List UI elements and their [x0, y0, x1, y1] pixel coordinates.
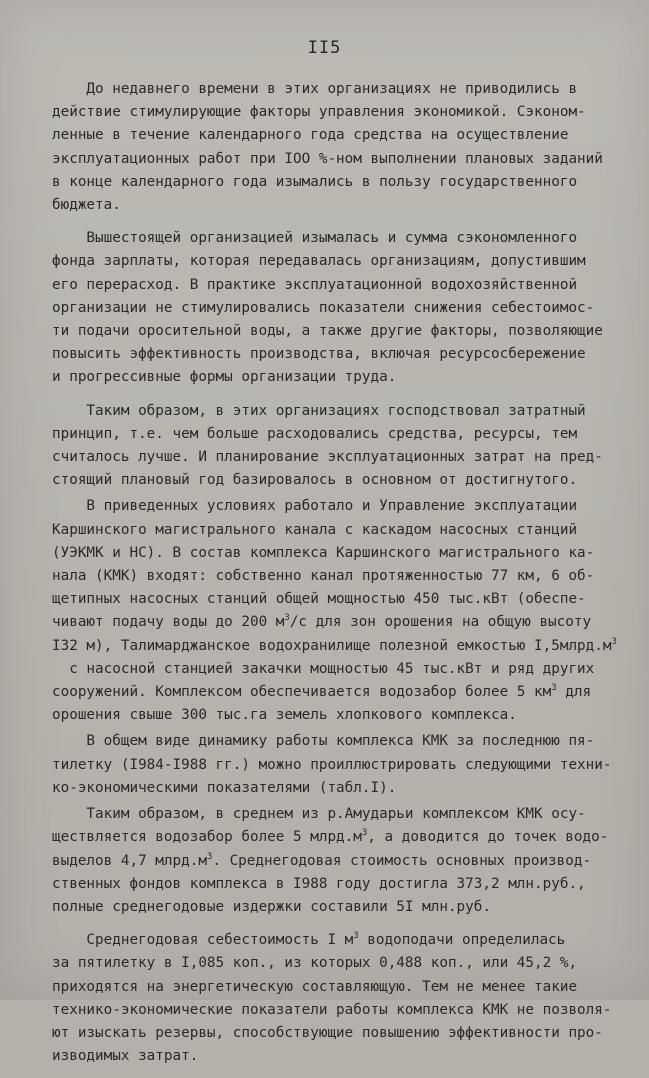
paragraph-3	[52, 400, 612, 493]
text-line	[52, 611, 612, 634]
text-line: орошения свыше 300 тыс.га земель хлопкового комплекса.	[52, 707, 517, 724]
text-line: До недавнего времени в этих организациях не приводились в	[52, 81, 578, 97]
superscript: 3	[284, 613, 290, 624]
text-line: ти подачи оросительной воды, а также другие факторы, позволяющие	[52, 323, 603, 340]
text-line: повысить эффективность производства, включая ресурсосбережение	[52, 346, 586, 363]
text-fragment: чивают подачу воды до 200 м	[52, 614, 285, 631]
text-fragment: I32 м), Талимарджанское водохранилище полезной емкостью I,5млрд.м	[52, 637, 612, 654]
text-fragment: , а доводится до точек водо-	[367, 829, 609, 846]
text-fragment: сооружений. Комплексом обеспечивается водозабор более 5 км	[52, 684, 552, 701]
text-line: В общем виде динамику работы комплекса КМК за последнюю пя-	[52, 733, 595, 750]
text-line: организации не стимулировались показатели снижения себестоимос-	[52, 299, 595, 316]
superscript: 3	[206, 851, 213, 862]
superscript: 3	[353, 931, 359, 942]
text-line: Вышестоящей организацией изымалась и сумма сэкономленного	[52, 230, 578, 247]
page-number: II5	[307, 38, 342, 58]
text-line: его перерасход. В практике эксплуатационной водохозяйственной	[52, 276, 578, 293]
text-line: Каршинского магистрального канала с каскадом насосных станций	[52, 521, 578, 538]
text-line: с насосной станцией закачки мощностью 45 тыс.кВт и ряд других	[52, 660, 595, 677]
text-line: (УЭКМК и НС). В состав комплекса Каршинского магистрального ка-	[52, 544, 595, 561]
text-line: нала (КМК) входят: собственно канал протяженностью 77 км, 6 об-	[52, 568, 595, 585]
text-line: ственных фондов комплекса в I988 году достигла 373,2 млн.руб.,	[52, 875, 586, 892]
text-line	[52, 635, 617, 658]
text-fragment: выделов 4,7 млрд.м	[52, 852, 207, 869]
paragraph-6	[52, 803, 612, 919]
paragraph-1	[52, 78, 612, 217]
text-line: ко-экономическими показателями (табл.I).	[52, 779, 397, 796]
text-fragment: ществляется водозабор более 5 млрд.м	[52, 829, 362, 846]
text-line: тилетку (I984-I988 гг.) можно проиллюстрировать следующими техни-	[52, 756, 612, 773]
text-fragment: /с для зон орошения на общую высоту	[289, 614, 592, 631]
text-line: действие стимулирующие факторы управления экономикой. Сэконом-	[52, 104, 586, 121]
paragraph-4	[52, 495, 617, 727]
text-line: ют изыскать резервы, способствующие повышению эффективности про-	[52, 1024, 603, 1041]
text-line: и прогрессивные формы организации труда.	[52, 369, 397, 386]
superscript: 3	[551, 683, 557, 694]
text-fragment: водоподачи определилась	[358, 932, 566, 949]
text-line: стоящий плановый год базировалось в основном от достигнутого.	[52, 472, 578, 489]
text-line: технико-экономические показатели работы комплекса КМК не позволя-	[52, 1001, 612, 1018]
text-fragment: . Среднегодовая стоимость основных производ-	[212, 852, 592, 869]
text-line: Таким образом, в среднем из р.Амударьи комплексом КМК осу-	[52, 806, 586, 823]
text-line: приходятся на энергетическую составляющую. Тем не менее такие	[52, 978, 578, 995]
text-line: полные среднегодовые издержки составили 5I млн.руб.	[52, 898, 491, 915]
text-line: эксплуатационных работ при IOO %-ном выполнении плановых заданий	[52, 150, 603, 167]
text-fragment: для	[556, 684, 592, 701]
paragraph-2	[52, 227, 612, 389]
body-text	[52, 78, 617, 1078]
text-line: принцип, т.е. чем больше расходовались средства, ресурсы, тем	[52, 425, 578, 442]
text-line: за пятилетку в I,085 коп., из которых 0,488 коп., или 45,2 %,	[52, 955, 578, 972]
text-line	[52, 850, 612, 873]
superscript: 3	[611, 636, 617, 647]
text-line	[52, 826, 612, 849]
superscript: 3	[361, 828, 368, 839]
text-line: в конце календарного года изымались в пользу государственного	[52, 173, 578, 190]
text-line	[52, 929, 612, 952]
text-line: фонда зарплаты, которая передавалась организациям, допустившим	[52, 253, 586, 270]
text-line: ленные в течение календарного года средства на осуществление	[52, 127, 569, 144]
paragraph-7	[52, 929, 612, 1068]
text-line: щетипных насосных станций общей мощностью 450 тыс.кВт (обеспе-	[52, 591, 586, 608]
text-line: Таким образом, в этих организациях господствовал затратный	[52, 402, 586, 419]
text-line	[52, 681, 612, 704]
text-line: бюджета.	[52, 197, 121, 214]
text-line: В приведенных условиях работало и Управление эксплуатации	[52, 498, 578, 515]
text-line: изводимых затрат.	[52, 1048, 199, 1065]
text-fragment: Среднегодовая себестоимость I м	[52, 932, 354, 949]
paragraph-5	[52, 730, 612, 800]
text-line: считалось лучше. И планирование эксплуатационных затрат на пред-	[52, 449, 603, 466]
